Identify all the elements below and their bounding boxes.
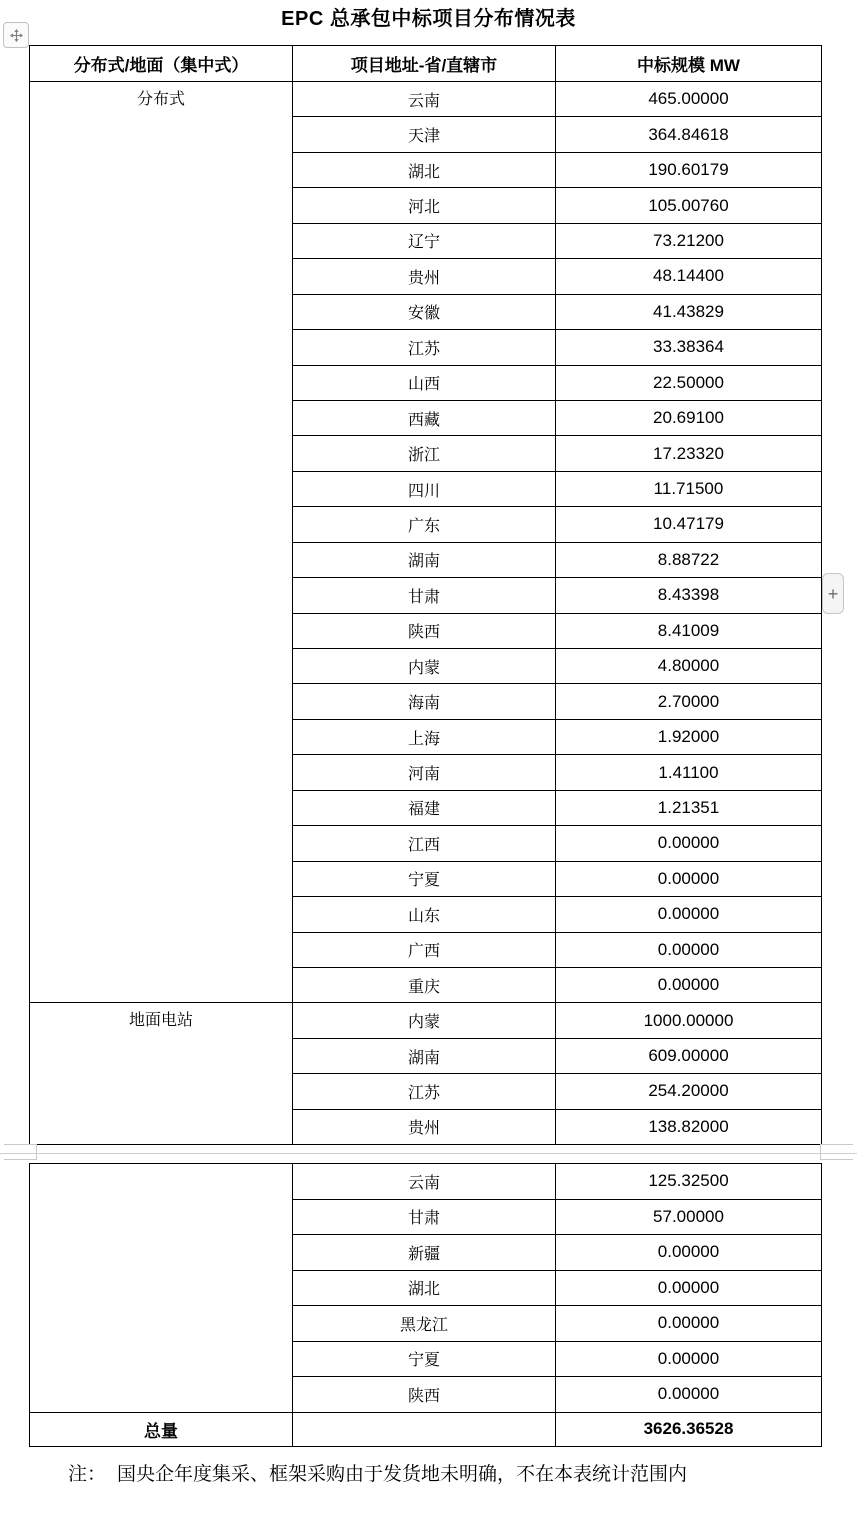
mw-cell[interactable]: 105.00760 [556,188,822,223]
epc-table-page2 [29,1163,822,1447]
province-cell[interactable]: 陕西 [293,1377,556,1413]
table-row [30,1164,822,1200]
header-cell-category[interactable]: 分布式/地面（集中式） [30,46,293,82]
header-cell-mw[interactable]: 中标规模 MW [556,46,822,82]
province-cell[interactable]: 陕西 [293,613,556,648]
mw-cell[interactable]: 1.92000 [556,719,822,754]
total-empty-cell[interactable] [293,1412,556,1446]
total-value-cell[interactable]: 3626.36528 [556,1412,822,1446]
province-cell[interactable]: 安徽 [293,294,556,329]
move-cross-icon [9,28,24,43]
province-cell[interactable]: 山东 [293,897,556,932]
province-cell[interactable]: 广西 [293,932,556,967]
table-row [30,1003,822,1038]
province-cell[interactable]: 云南 [293,1164,556,1200]
category-cell-ground-continued[interactable] [30,1164,293,1413]
mw-cell[interactable]: 8.43398 [556,578,822,613]
mw-cell[interactable]: 48.14400 [556,259,822,294]
mw-cell[interactable]: 22.50000 [556,365,822,400]
page-break-line [0,1153,857,1154]
mw-cell[interactable]: 0.00000 [556,1377,822,1413]
mw-cell[interactable]: 4.80000 [556,649,822,684]
province-cell[interactable]: 浙江 [293,436,556,471]
mw-cell[interactable]: 0.00000 [556,1235,822,1271]
mw-cell[interactable]: 73.21200 [556,223,822,258]
total-row [30,1412,822,1446]
mw-cell[interactable]: 0.00000 [556,1270,822,1306]
province-cell[interactable]: 天津 [293,117,556,152]
province-cell[interactable]: 宁夏 [293,1341,556,1377]
table-move-handle[interactable] [3,22,29,48]
epc-table-page1 [29,45,822,1145]
mw-cell[interactable]: 609.00000 [556,1038,822,1073]
header-row [30,46,822,82]
province-cell[interactable]: 内蒙 [293,1003,556,1038]
mw-cell[interactable]: 0.00000 [556,826,822,861]
province-cell[interactable]: 湖北 [293,1270,556,1306]
mw-cell[interactable]: 10.47179 [556,507,822,542]
province-cell[interactable]: 新疆 [293,1235,556,1271]
province-cell[interactable]: 江苏 [293,1074,556,1109]
mw-cell[interactable]: 8.88722 [556,542,822,577]
province-cell[interactable]: 四川 [293,471,556,506]
mw-cell[interactable]: 254.20000 [556,1074,822,1109]
mw-cell[interactable]: 57.00000 [556,1199,822,1235]
province-cell[interactable]: 河北 [293,188,556,223]
category-cell-ground[interactable]: 地面电站 [30,1003,293,1145]
mw-cell[interactable]: 465.00000 [556,82,822,117]
mw-cell[interactable]: 0.00000 [556,897,822,932]
add-button[interactable]: + [822,573,844,614]
province-cell[interactable]: 重庆 [293,967,556,1002]
mw-cell[interactable]: 8.41009 [556,613,822,648]
page-break-gap [0,1146,857,1163]
page-title: EPC 总承包中标项目分布情况表 [281,8,576,30]
province-cell[interactable]: 湖南 [293,542,556,577]
province-cell[interactable]: 西藏 [293,400,556,435]
header-cell-province[interactable]: 项目地址-省/直辖市 [293,46,556,82]
province-cell[interactable]: 贵州 [293,1109,556,1144]
province-cell[interactable]: 湖北 [293,152,556,187]
mw-cell[interactable]: 20.69100 [556,400,822,435]
mw-cell[interactable]: 17.23320 [556,436,822,471]
mw-cell[interactable]: 33.38364 [556,330,822,365]
mw-cell[interactable]: 0.00000 [556,967,822,1002]
province-cell[interactable]: 宁夏 [293,861,556,896]
province-cell[interactable]: 内蒙 [293,649,556,684]
province-cell[interactable]: 广东 [293,507,556,542]
mw-cell[interactable]: 1.21351 [556,790,822,825]
mw-cell[interactable]: 138.82000 [556,1109,822,1144]
mw-cell[interactable]: 0.00000 [556,1306,822,1342]
province-cell[interactable]: 江西 [293,826,556,861]
province-cell[interactable]: 甘肃 [293,578,556,613]
mw-cell[interactable]: 1000.00000 [556,1003,822,1038]
mw-cell[interactable]: 0.00000 [556,861,822,896]
province-cell[interactable]: 黑龙江 [293,1306,556,1342]
mw-cell[interactable]: 190.60179 [556,152,822,187]
footnote [68,1461,687,1489]
footnote-prefix: 注： [68,1464,107,1485]
page-edge-left [4,1144,37,1160]
footnote-text: 国央企年度集采、框架采购由于发货地未明确，不在本表统计范围内 [117,1464,688,1485]
province-cell[interactable]: 云南 [293,82,556,117]
total-label-cell[interactable]: 总量 [30,1412,293,1446]
province-cell[interactable]: 河南 [293,755,556,790]
mw-cell[interactable]: 41.43829 [556,294,822,329]
province-cell[interactable]: 甘肃 [293,1199,556,1235]
province-cell[interactable]: 湖南 [293,1038,556,1073]
province-cell[interactable]: 海南 [293,684,556,719]
mw-cell[interactable]: 364.84618 [556,117,822,152]
mw-cell[interactable]: 0.00000 [556,932,822,967]
mw-cell[interactable]: 1.41100 [556,755,822,790]
mw-cell[interactable]: 11.71500 [556,471,822,506]
province-cell[interactable]: 福建 [293,790,556,825]
province-cell[interactable]: 上海 [293,719,556,754]
province-cell[interactable]: 江苏 [293,330,556,365]
table-row [30,82,822,117]
province-cell[interactable]: 辽宁 [293,223,556,258]
category-cell-distributed[interactable]: 分布式 [30,82,293,1003]
mw-cell[interactable]: 125.32500 [556,1164,822,1200]
mw-cell[interactable]: 2.70000 [556,684,822,719]
page-edge-right [820,1144,853,1160]
province-cell[interactable]: 贵州 [293,259,556,294]
province-cell[interactable]: 山西 [293,365,556,400]
mw-cell[interactable]: 0.00000 [556,1341,822,1377]
